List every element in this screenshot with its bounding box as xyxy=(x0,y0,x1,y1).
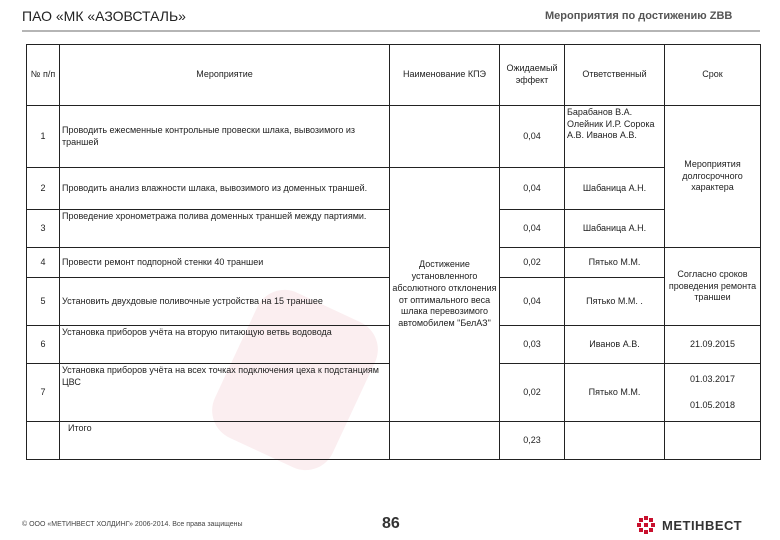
row-measure: Установка приборов учёта на вторую питающую ветвь водовода xyxy=(60,326,390,364)
row-effect: 0,03 xyxy=(500,326,565,364)
total-kpi xyxy=(390,422,500,460)
row-effect: 0,04 xyxy=(500,210,565,248)
row-measure: Провести ремонт подпорной стенки 40 траншеи xyxy=(60,248,390,278)
row-effect: 0,04 xyxy=(500,278,565,326)
row-measure: Установить двухдовые поливочные устройства на 15 траншее xyxy=(60,278,390,326)
total-deadline xyxy=(665,422,761,460)
table-row xyxy=(27,106,761,168)
deadline-row7-b: 01.05.2018 xyxy=(689,399,736,410)
copyright: © ООО «МЕТИНВЕСТ ХОЛДИНГ» 2006-2014. Все права защищены xyxy=(22,521,243,528)
page-number: 86 xyxy=(382,515,400,532)
measures-table xyxy=(26,44,761,460)
row-effect: 0,02 xyxy=(500,248,565,278)
total-effect: 0,23 xyxy=(500,422,565,460)
row-responsible: Пятько М.М. . xyxy=(565,278,665,326)
col-header-responsible: Ответственный xyxy=(565,45,665,106)
row-num: 6 xyxy=(27,326,60,364)
col-header-deadline: Срок xyxy=(665,45,761,106)
metinvest-logo xyxy=(636,515,742,535)
kpi-empty-cell xyxy=(390,106,500,168)
row-num: 1 xyxy=(27,106,60,168)
company-title: ПАО «МК «АЗОВСТАЛЬ» xyxy=(22,8,186,24)
col-header-num: № п/п xyxy=(27,45,60,106)
row-responsible: Барабанов В.А. Олейник И.Р. Сорока А.В. Иванов А.В. xyxy=(565,106,665,168)
row-responsible: Иванов А.В. xyxy=(565,326,665,364)
deadline-row6: 21.09.2015 xyxy=(665,326,761,364)
col-header-kpi: Наименование КПЭ xyxy=(390,45,500,106)
row-measure: Проводить ежесменные контрольные провески шлака, вывозимого из траншей xyxy=(60,106,390,168)
table-row xyxy=(27,168,761,210)
deadline-long-term: Мероприятия долгосрочного характера xyxy=(665,106,761,248)
table-header-row xyxy=(27,45,761,106)
row-num: 2 xyxy=(27,168,60,210)
table-row-total xyxy=(27,422,761,460)
kpi-merged-cell: Достижение установленного абсолютного отклонения от оптимального веса шлака перевозимого автомобилем "БелАЗ" xyxy=(390,168,500,422)
logo-text: МЕТІНВЕСТ xyxy=(662,517,743,533)
total-label: Итого xyxy=(60,422,390,460)
row-num: 7 xyxy=(27,364,60,422)
row-responsible: Пятько М.М. xyxy=(565,364,665,422)
col-header-measure: Мероприятие xyxy=(60,45,390,106)
section-title: Мероприятия по достижению ZBB xyxy=(545,10,733,22)
row-effect: 0,04 xyxy=(500,106,565,168)
row-effect: 0,02 xyxy=(500,364,565,422)
row-effect: 0,04 xyxy=(500,168,565,210)
row-measure: Проводить анализ влажности шлака, вывозимого из доменных траншей. xyxy=(60,168,390,210)
logo-mark-icon xyxy=(636,515,656,535)
row-responsible: Шабаница А.Н. xyxy=(565,210,665,248)
deadline-repair: Согласно сроков проведения ремонта траншеи xyxy=(665,248,761,326)
row-responsible: Шабаница А.Н. xyxy=(565,168,665,210)
row-num: 3 xyxy=(27,210,60,248)
deadline-row7-a: 01.03.2017 xyxy=(689,373,736,384)
row-num: 4 xyxy=(27,248,60,278)
row-measure: Установка приборов учёта на всех точках подключения цеха к подстанциям ЦВС xyxy=(60,364,390,422)
row-responsible: Пятько М.М. xyxy=(565,248,665,278)
row-measure: Проведение хронометража полива доменных траншей между партиями. xyxy=(60,210,390,248)
row-num: 5 xyxy=(27,278,60,326)
deadline-row7 xyxy=(665,364,761,422)
col-header-effect: Ожидаемый эффект xyxy=(500,45,565,106)
total-num xyxy=(27,422,60,460)
header-divider xyxy=(22,30,760,32)
total-responsible xyxy=(565,422,665,460)
